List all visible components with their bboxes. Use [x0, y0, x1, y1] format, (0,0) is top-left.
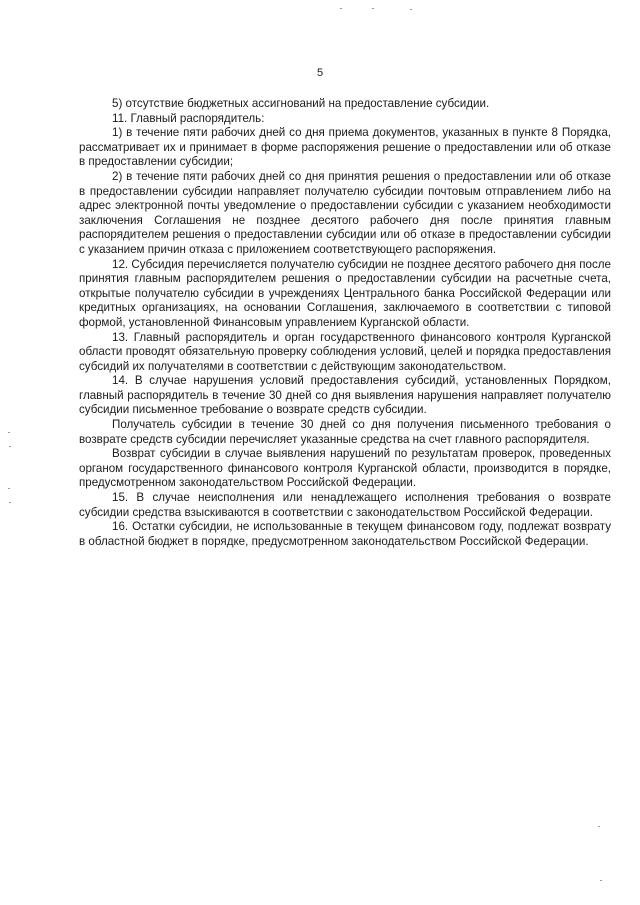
- paragraph-clause-14: 14. В случае нарушения условий предоставления субсидий, установленных Порядком, главный распорядитель в течение 30 дней со дня выявления нарушения направляет получателю субсидии письменное требование о возврате средств субсидии.: [79, 374, 611, 417]
- scan-artifact: [372, 8, 374, 9]
- scan-artifact: [340, 8, 342, 9]
- paragraph-clause-11-1: 1) в течение пяти рабочих дней со дня приема документов, указанных в пункте 8 Порядка, рассматривает их и принимает в форме распоряжения решение о предоставлении или об отказе в предоставлении субсидии;: [79, 126, 611, 169]
- scan-artifact: [598, 826, 600, 827]
- paragraph-recipient-refund: Получатель субсидии в течение 30 дней со дня получения письменного требования о возврате средств субсидии перечисляет указанные средства на счет главного распорядителя.: [79, 418, 611, 446]
- paragraph-clause-13: 13. Главный распорядитель и орган государственного финансового контроля Курганской области проводят обязательную проверку соблюдения условий, целей и порядка предоставления субсидий их получателями в соответствии с действующим законодательством.: [79, 330, 611, 373]
- paragraph-clause-16: 16. Остатки субсидии, не использованные в текущем финансовом году, подлежат возврату в областной бюджет в порядке, предусмотренном законодательством Российской Федерации.: [79, 520, 611, 548]
- scan-artifact: [410, 9, 412, 10]
- paragraph-clause-12: 12. Субсидия перечисляется получателю субсидии не позднее десятого рабочего дня после принятия главным распорядителем решения о предоставлении субсидии на расчетные счета, открытые получателю субсидии в учреждениях Центрального банка Российской Федерации или кредитных организациях, на основании Соглашения, заключаемого в соответствии с типовой формой, установленной Финансовым управлением Курганской области.: [79, 257, 611, 329]
- paragraph-clause-11-2: 2) в течение пяти рабочих дней со дня принятия решения о предоставлении или об отказе в предоставлении субсидии направляет получателю субсидии почтовым отправлением либо на адрес электронной почты уведомление о предоставлении субсидии с указанием необходимости заключения Соглашения не позднее десятого рабочего дня после принятия главным распорядителем решения о предоставлении субсидии или об отказе в предоставлении субсидии с указанием причин отказа с приложением соответствующего распоряжения.: [79, 169, 611, 256]
- scan-artifact: [8, 432, 10, 433]
- paragraph-refund-audit: Возврат субсидии в случае выявления нарушений по результатам проверок, проведенных органом государственного финансового контроля Курганской области, производится в порядке, предусмотренном законодательством Российской Федерации.: [79, 447, 611, 490]
- scan-artifact: [600, 880, 602, 881]
- scan-artifact: [8, 488, 10, 489]
- scan-artifact: [9, 446, 11, 447]
- document-body: [79, 97, 611, 549]
- scan-artifact: [9, 502, 11, 503]
- paragraph-clause-11: 11. Главный распорядитель:: [112, 111, 265, 125]
- paragraph-clause-15: 15. В случае неисполнения или ненадлежащего исполнения требования о возврате субсидии средства взыскиваются в соответствии с законодательством Российской Федерации.: [79, 491, 611, 519]
- page-number: 5: [316, 67, 324, 79]
- paragraph-item-5: 5) отсутствие бюджетных ассигнований на предоставление субсидии.: [112, 97, 490, 110]
